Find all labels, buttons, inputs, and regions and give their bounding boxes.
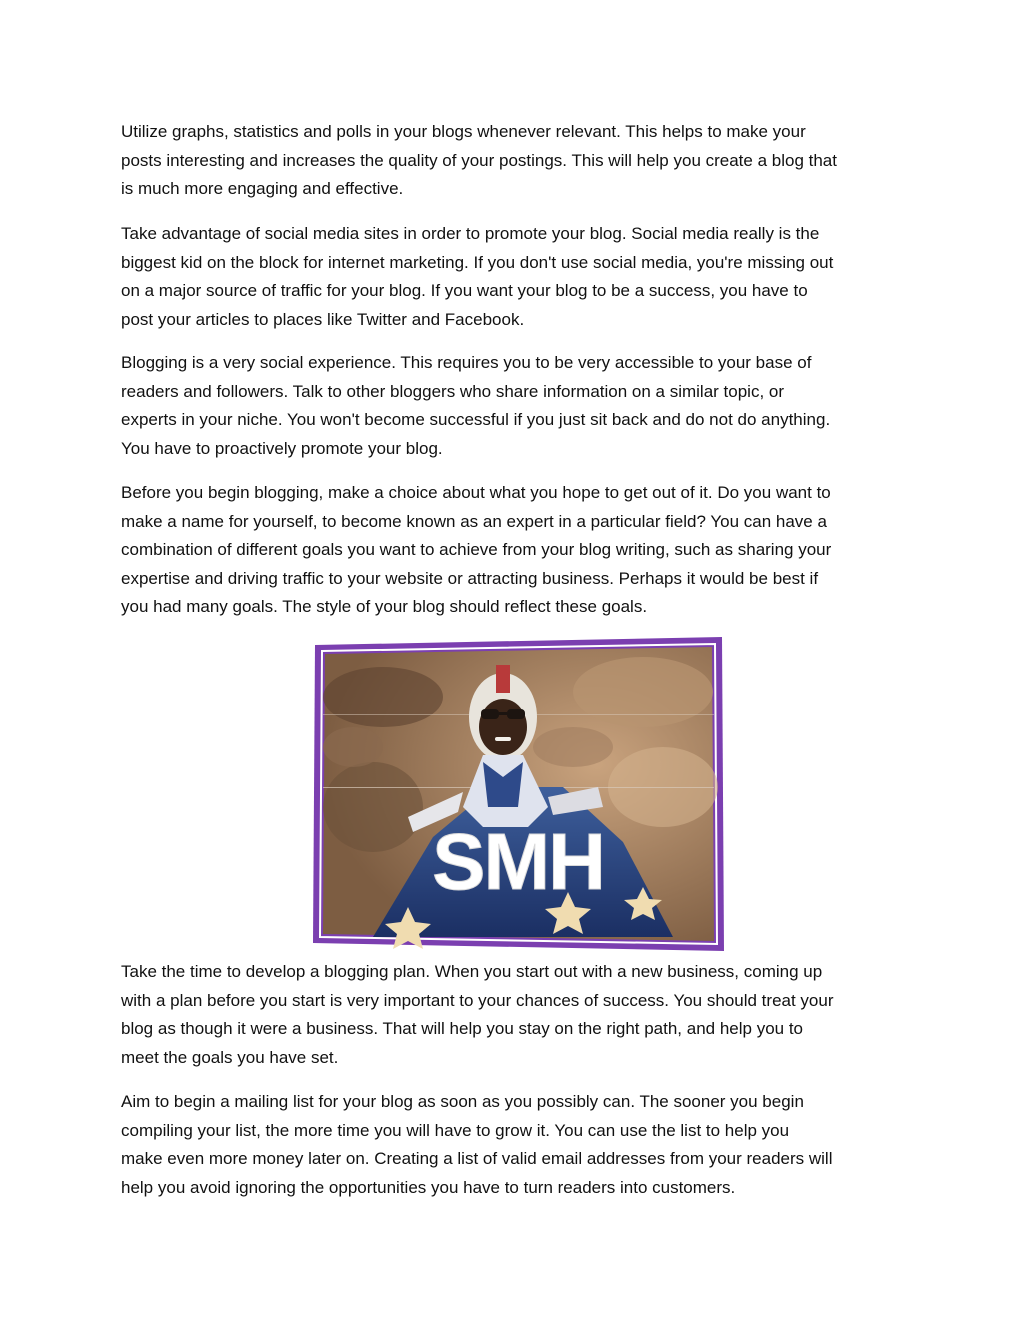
paragraph-goals: Before you begin blogging, make a choice about what you hope to get out of it. Do you want to make a name for yourself, to become known as an expert in a particular field? You can have a combination of different goals you want to achieve from your blog writing, such as sharing your expertise and driving traffic to your website or attracting business. Perhaps it would be best if you had many goals. The style of your blog should reflect these goals. bbox=[121, 483, 832, 617]
paragraph-mailing-list: Aim to begin a mailing list for your blog as soon as you possibly can. The sooner you begin compiling your list, the more time you will have to grow it. You can use the list to help you make even more money later on. Creating a list of valid email addresses from your readers will help you avoid ignoring the opportunities you have to turn readers into customers. bbox=[121, 1092, 833, 1197]
smh-caption: SMH bbox=[432, 817, 604, 906]
paragraph-social-experience: Blogging is a very social experience. This requires you to be very accessible to your base of readers and followers. Talk to other bloggers who share information on a similar topic, or experts in your niche. You won't become successful if you just sit back and do not do anything. You have to proactively promote your blog. bbox=[121, 353, 831, 458]
paragraph-social-media: Take advantage of social media sites in order to promote your blog. Social media really is the biggest kid on the block for internet marketing. If you don't use social media, you're missing out on a major source of traffic for your blog. If you want your blog to be a success, you have to post your articles to places like Twitter and Facebook. bbox=[121, 224, 834, 329]
smh-meme-image bbox=[313, 637, 724, 951]
paragraph-graphs: Utilize graphs, statistics and polls in your blogs whenever relevant. This helps to make your posts interesting and increases the quality of your postings. This will help you create a blog that is much more engaging and effective. bbox=[121, 122, 837, 199]
paragraph-blogging-plan: Take the time to develop a blogging plan. When you start out with a new business, coming up with a plan before you start is very important to your chances of success. You should treat your blog as though it were a business. That will help you stay on the right path, and help you to meet the goals you have set. bbox=[121, 962, 834, 1067]
